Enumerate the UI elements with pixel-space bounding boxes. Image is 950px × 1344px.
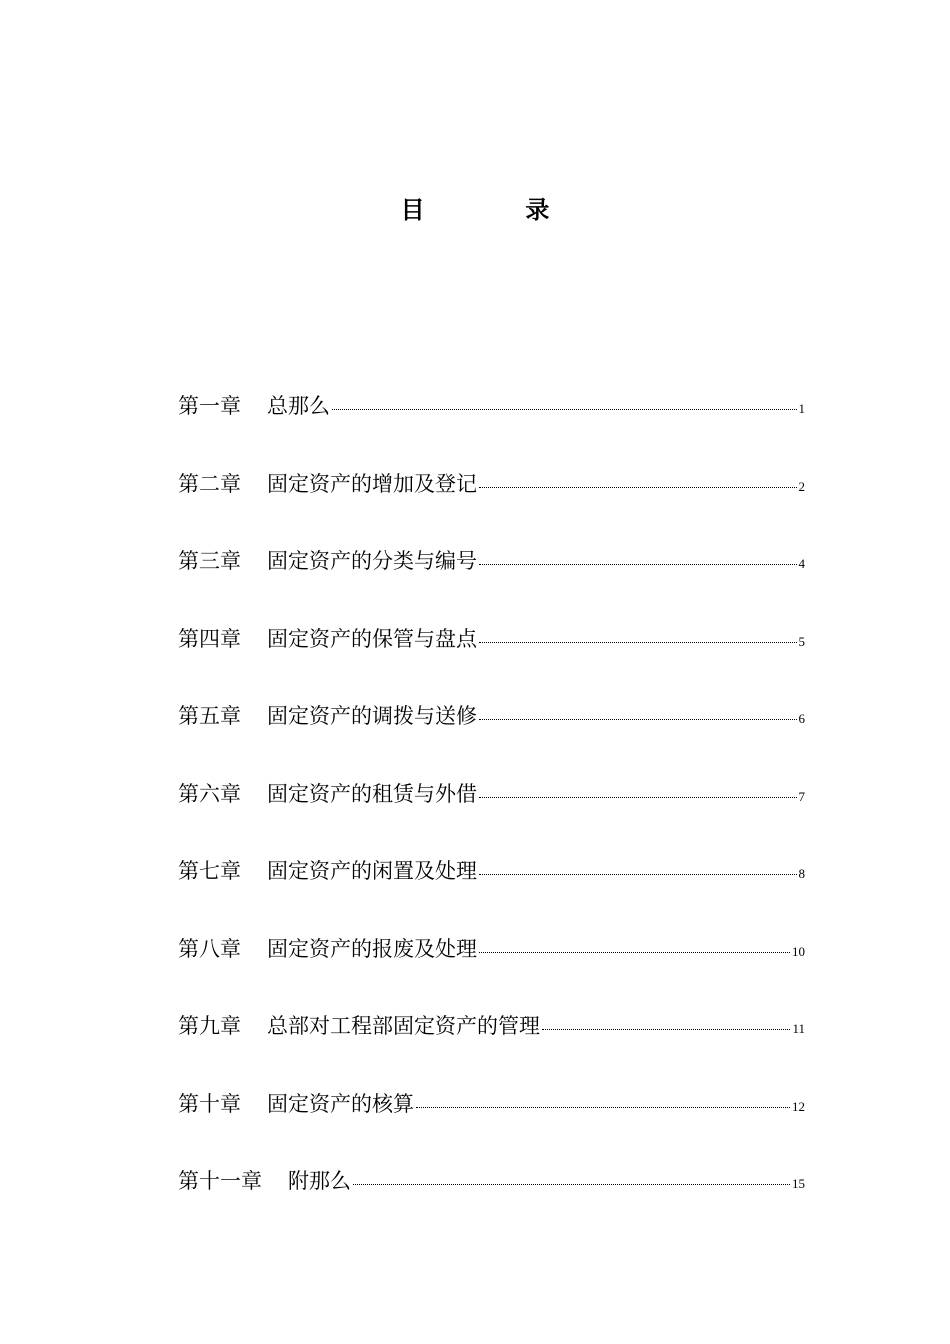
toc-page-number: 4 (798, 556, 805, 571)
toc-page-number: 15 (792, 1176, 805, 1191)
toc-page-number: 10 (792, 943, 805, 959)
toc-page-number: 8 (798, 866, 805, 881)
toc-chapter-title: 附那么 (288, 1169, 351, 1193)
toc-page-number: 6 (798, 711, 805, 726)
toc-chapter-title: 固定资产的租赁与外借 (267, 781, 477, 806)
toc-entry[interactable] (178, 1165, 805, 1243)
toc-list (178, 390, 805, 1243)
toc-entry[interactable] (178, 855, 805, 933)
toc-leader-dots (479, 641, 797, 643)
toc-entry[interactable] (178, 390, 805, 468)
toc-chapter-title: 固定资产的报废及处理 (267, 936, 477, 961)
toc-chapter-number: 第十章 (178, 1091, 241, 1116)
toc-leader-dots (332, 408, 797, 410)
toc-entry[interactable] (178, 933, 805, 1011)
toc-entry[interactable] (178, 545, 805, 623)
toc-entry[interactable] (178, 700, 805, 778)
toc-entry[interactable] (178, 1088, 805, 1166)
toc-page-number: 1 (798, 401, 805, 416)
toc-leader-dots (479, 951, 790, 953)
toc-chapter-title: 固定资产的保管与盘点 (267, 626, 477, 651)
toc-chapter-number: 第四章 (178, 626, 241, 651)
toc-chapter-title: 固定资产的闲置及处理 (267, 859, 477, 883)
toc-leader-dots (542, 1028, 790, 1030)
toc-entry[interactable] (178, 778, 805, 856)
toc-page-number: 7 (798, 788, 805, 804)
toc-leader-dots (479, 718, 797, 720)
toc-chapter-number: 第六章 (178, 781, 241, 806)
toc-leader-dots (479, 873, 797, 875)
toc-page-number: 5 (798, 633, 805, 649)
toc-chapter-title: 固定资产的调拨与送修 (267, 704, 477, 728)
toc-entry[interactable] (178, 623, 805, 701)
toc-page-number: 11 (792, 1021, 805, 1036)
toc-chapter-number: 第三章 (178, 549, 241, 573)
toc-leader-dots (353, 1183, 790, 1185)
toc-page-number: 12 (792, 1098, 805, 1114)
toc-chapter-title: 总那么 (267, 394, 330, 418)
toc-leader-dots (416, 1106, 790, 1108)
toc-chapter-title: 固定资产的增加及登记 (267, 471, 477, 496)
toc-page-number: 2 (798, 478, 805, 494)
toc-leader-dots (479, 563, 797, 565)
toc-chapter-title: 固定资产的核算 (267, 1091, 414, 1116)
toc-chapter-number: 第七章 (178, 859, 241, 883)
toc-title: 目 录 (400, 195, 588, 224)
toc-chapter-number: 第五章 (178, 704, 241, 728)
toc-chapter-number: 第二章 (178, 471, 241, 496)
toc-entry[interactable] (178, 468, 805, 546)
toc-leader-dots (479, 796, 797, 798)
toc-chapter-title: 固定资产的分类与编号 (267, 549, 477, 573)
toc-chapter-number: 第九章 (178, 1014, 241, 1038)
toc-entry[interactable] (178, 1010, 805, 1088)
toc-leader-dots (479, 486, 797, 488)
toc-chapter-number: 第一章 (178, 394, 241, 418)
toc-chapter-number: 第十一章 (178, 1169, 262, 1193)
toc-chapter-number: 第八章 (178, 936, 241, 961)
toc-chapter-title: 总部对工程部固定资产的管理 (267, 1014, 540, 1038)
